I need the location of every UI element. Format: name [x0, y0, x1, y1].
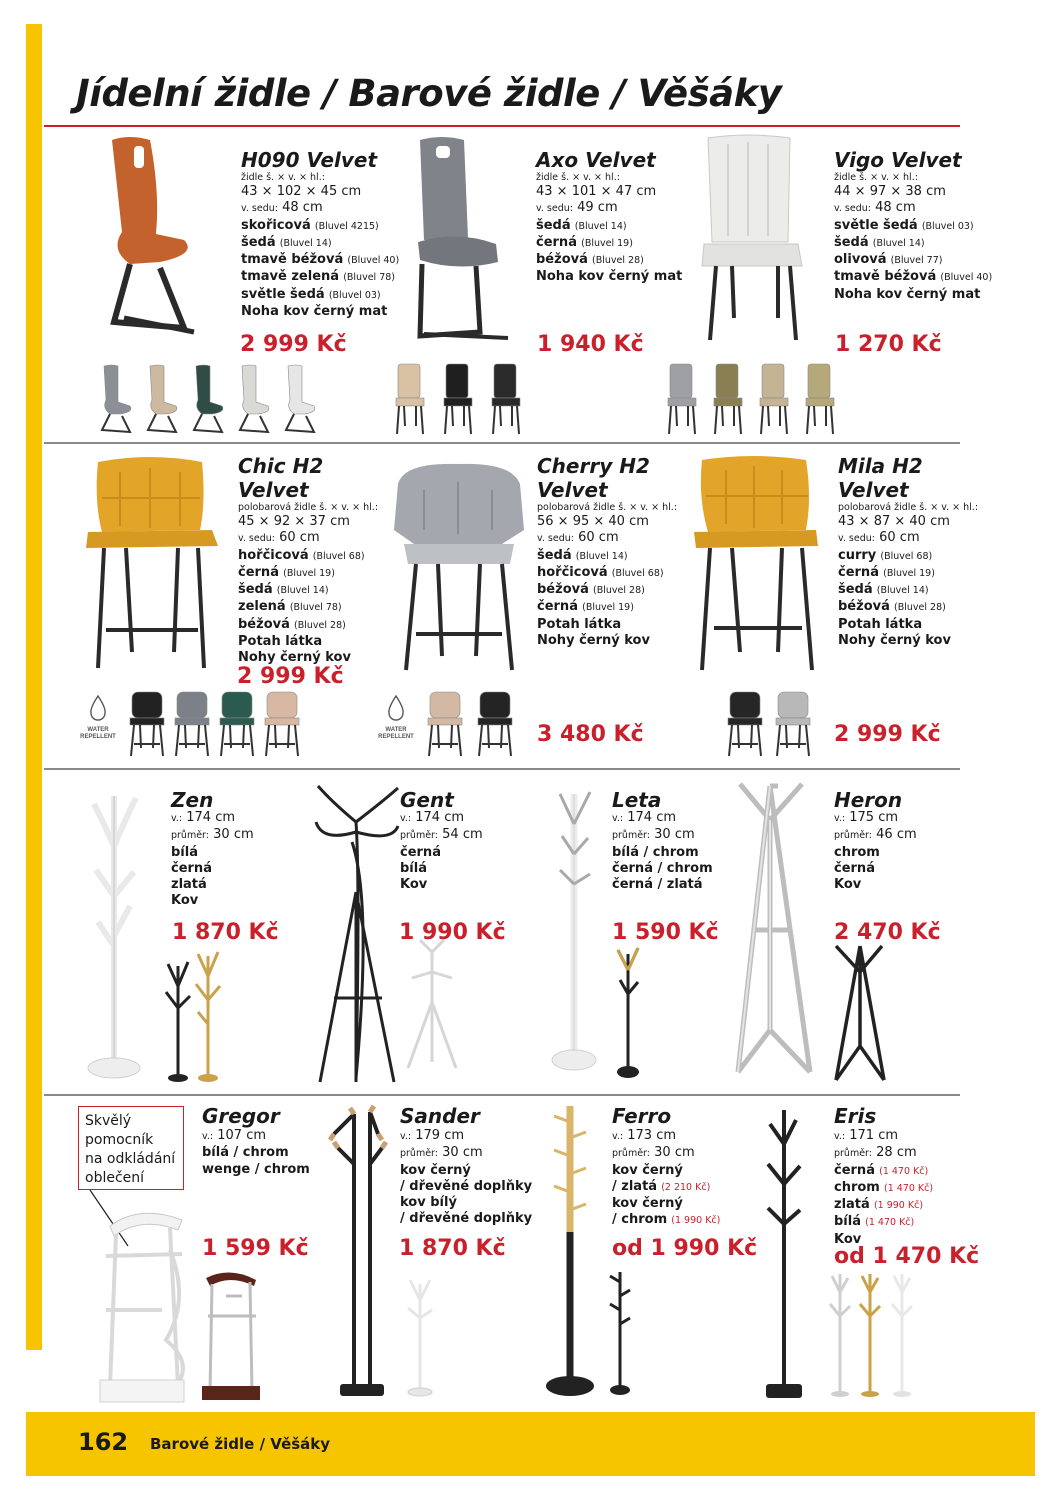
axo-name: Axo Velvet: [536, 148, 656, 172]
gregor-valet-image: [70, 1190, 270, 1412]
h090-spec: židle š. × v. × hl.: 43 × 102 × 45 cm v. sedu: 48 cm skořicová (Bluvel 4215) šedá (Bluvel 14) tmavě béžová (Bluvel 40) tmavě zelená (Bluvel 78) světle šedá (Bluvel 03) Noha kov černý mat: [241, 172, 400, 320]
leta-name: Leta: [612, 788, 662, 812]
eris-name: Eris: [834, 1104, 877, 1128]
axo-color-variant-thumbnail: [438, 362, 480, 436]
gent-name: Gent: [400, 788, 454, 812]
vigo-color-variant-thumbnail: [754, 362, 796, 436]
vigo-color-variant-thumbnail: [662, 362, 704, 436]
chic-price: 2 999 Kč: [237, 664, 344, 689]
h090-name: H090 Velvet: [241, 148, 378, 172]
leta-price: 1 590 Kč: [612, 920, 719, 945]
ferro-name: Ferro: [612, 1104, 672, 1128]
cherry-water-repellent-badge: WATER REPELLENT: [370, 694, 422, 741]
axo-color-variant-thumbnail: [486, 362, 528, 436]
page-title: Jídelní židle / Barové židle / Věšáky: [76, 72, 782, 115]
gregor-price: 1 599 Kč: [202, 1236, 309, 1261]
gregor-name: Gregor: [202, 1104, 280, 1128]
gent-price: 1 990 Kč: [399, 920, 506, 945]
cherry-price: 3 480 Kč: [537, 722, 644, 747]
vigo-spec: židle š. × v. × hl.: 44 × 97 × 38 cm v. sedu: 48 cm světle šedá (Bluvel 03) šedá (Bluvel 14) olivová (Bluvel 77) tmavě béžová (Bluvel 40) Noha kov černý mat: [834, 172, 993, 302]
h090-color-variant-thumbnail: [188, 362, 230, 436]
zen-name: Zen: [171, 788, 214, 812]
water-drop-icon: [386, 694, 406, 722]
vigo-name: Vigo Velvet: [834, 148, 962, 172]
h090-color-variant-thumbnail: [142, 362, 184, 436]
mila-name: Mila H2 Velvet: [838, 454, 923, 502]
h090-color-variant-thumbnail: [280, 362, 322, 436]
axo-chair-image: [398, 132, 528, 354]
axo-color-variant-thumbnail: [390, 362, 432, 436]
h090-color-variant-thumbnail: [234, 362, 276, 436]
heron-spec: v.: 175 cm průměr: 46 cm chrom černá Kov: [834, 810, 917, 893]
vigo-color-variant-thumbnail: [800, 362, 842, 436]
mila-color-variant-thumbnail: [772, 690, 814, 764]
eris-price: od 1 470 Kč: [834, 1244, 980, 1269]
gregor-callout: Skvělý pomocník na odkládání oblečení: [78, 1106, 184, 1190]
gregor-spec: v.: 107 cm bílá / chrom wenge / chrom: [202, 1128, 310, 1177]
sander-price: 1 870 Kč: [399, 1236, 506, 1261]
axo-spec: židle š. × v. × hl.: 43 × 101 × 47 cm v. sedu: 49 cm šedá (Bluvel 14) černá (Bluvel 19) béžová (Bluvel 28) Noha kov černý mat: [536, 172, 683, 285]
sander-spec: v.: 179 cm průměr: 30 cm kov černý / dřevěné doplňky kov bílý / dřevěné doplňky: [400, 1128, 533, 1227]
mila-price: 2 999 Kč: [834, 722, 941, 747]
cherry-color-variant-thumbnail: [424, 690, 466, 764]
mila-color-variant-thumbnail: [724, 690, 766, 764]
chic-chair-image: [80, 452, 230, 672]
ferro-price: od 1 990 Kč: [612, 1236, 758, 1261]
title-rule: [44, 125, 960, 127]
ferro-spec: v.: 173 cm průměr: 30 cm kov černý / zlatá (2 210 Kč) kov černý / chrom (1 990 Kč): [612, 1128, 721, 1228]
divider-3: [44, 1094, 960, 1096]
h090-chair-image: [90, 132, 230, 342]
divider-2: [44, 768, 960, 770]
chic-color-variant-thumbnail: [171, 690, 213, 764]
gent-spec: v.: 174 cm průměr: 54 cm černá bílá Kov: [400, 810, 483, 893]
footer-section-title: Barové židle / Věšáky: [150, 1435, 331, 1453]
chic-water-repellent-badge: WATER REPELLENT: [72, 694, 124, 741]
h090-color-variant-thumbnail: [96, 362, 138, 436]
zen-spec: v.: 174 cm průměr: 30 cm bílá černá zlatá Kov: [171, 810, 254, 909]
water-drop-icon: [88, 694, 108, 722]
cherry-chair-image: [384, 460, 534, 674]
mila-spec: polobarová židle š. × v. × hl.: 43 × 87 × 40 cm v. sedu: 60 cm curry (Bluvel 68) černá (Bluvel 19) šedá (Bluvel 14) béžová (Bluvel 28) Potah látka Nohy černý kov: [838, 502, 979, 649]
vigo-color-variant-thumbnail: [708, 362, 750, 436]
cherry-color-variant-thumbnail: [474, 690, 516, 764]
zen-price: 1 870 Kč: [172, 920, 279, 945]
chic-color-variant-thumbnail: [261, 690, 303, 764]
mila-chair-image: [688, 452, 828, 674]
eris-spec: v.: 171 cm průměr: 28 cm černá (1 470 Kč) chrom (1 470 Kč) zlatá (1 990 Kč) bílá (1 470 Kč) Kov: [834, 1128, 934, 1247]
chic-color-variant-thumbnail: [126, 690, 168, 764]
cherry-spec: polobarová židle š. × v. × hl.: 56 × 95 × 40 cm v. sedu: 60 cm šedá (Bluvel 14) hořčicová (Bluvel 68) béžová (Bluvel 28) černá (Bluvel 19) Potah látka Nohy černý kov: [537, 502, 678, 649]
chic-name: Chic H2 Velvet: [238, 454, 324, 502]
page-number: 162: [78, 1428, 129, 1456]
heron-price: 2 470 Kč: [834, 920, 941, 945]
leta-spec: v.: 174 cm průměr: 30 cm bílá / chrom černá / chrom černá / zlatá: [612, 810, 713, 893]
chic-spec: polobarová židle š. × v. × hl.: 45 × 92 × 37 cm v. sedu: 60 cm hořčicová (Bluvel 68) černá (Bluvel 19) šedá (Bluvel 14) zelená (Bluvel 78) béžová (Bluvel 28) Potah látka Nohy černý kov: [238, 502, 379, 666]
heron-name: Heron: [834, 788, 903, 812]
divider-1: [44, 442, 960, 444]
cherry-name: Cherry H2 Velvet: [537, 454, 650, 502]
h090-price: 2 999 Kč: [240, 332, 347, 357]
sander-name: Sander: [400, 1104, 480, 1128]
chic-color-variant-thumbnail: [216, 690, 258, 764]
vigo-chair-image: [698, 132, 818, 348]
axo-price: 1 940 Kč: [537, 332, 644, 357]
side-accent-bar: [26, 24, 42, 1350]
vigo-price: 1 270 Kč: [835, 332, 942, 357]
